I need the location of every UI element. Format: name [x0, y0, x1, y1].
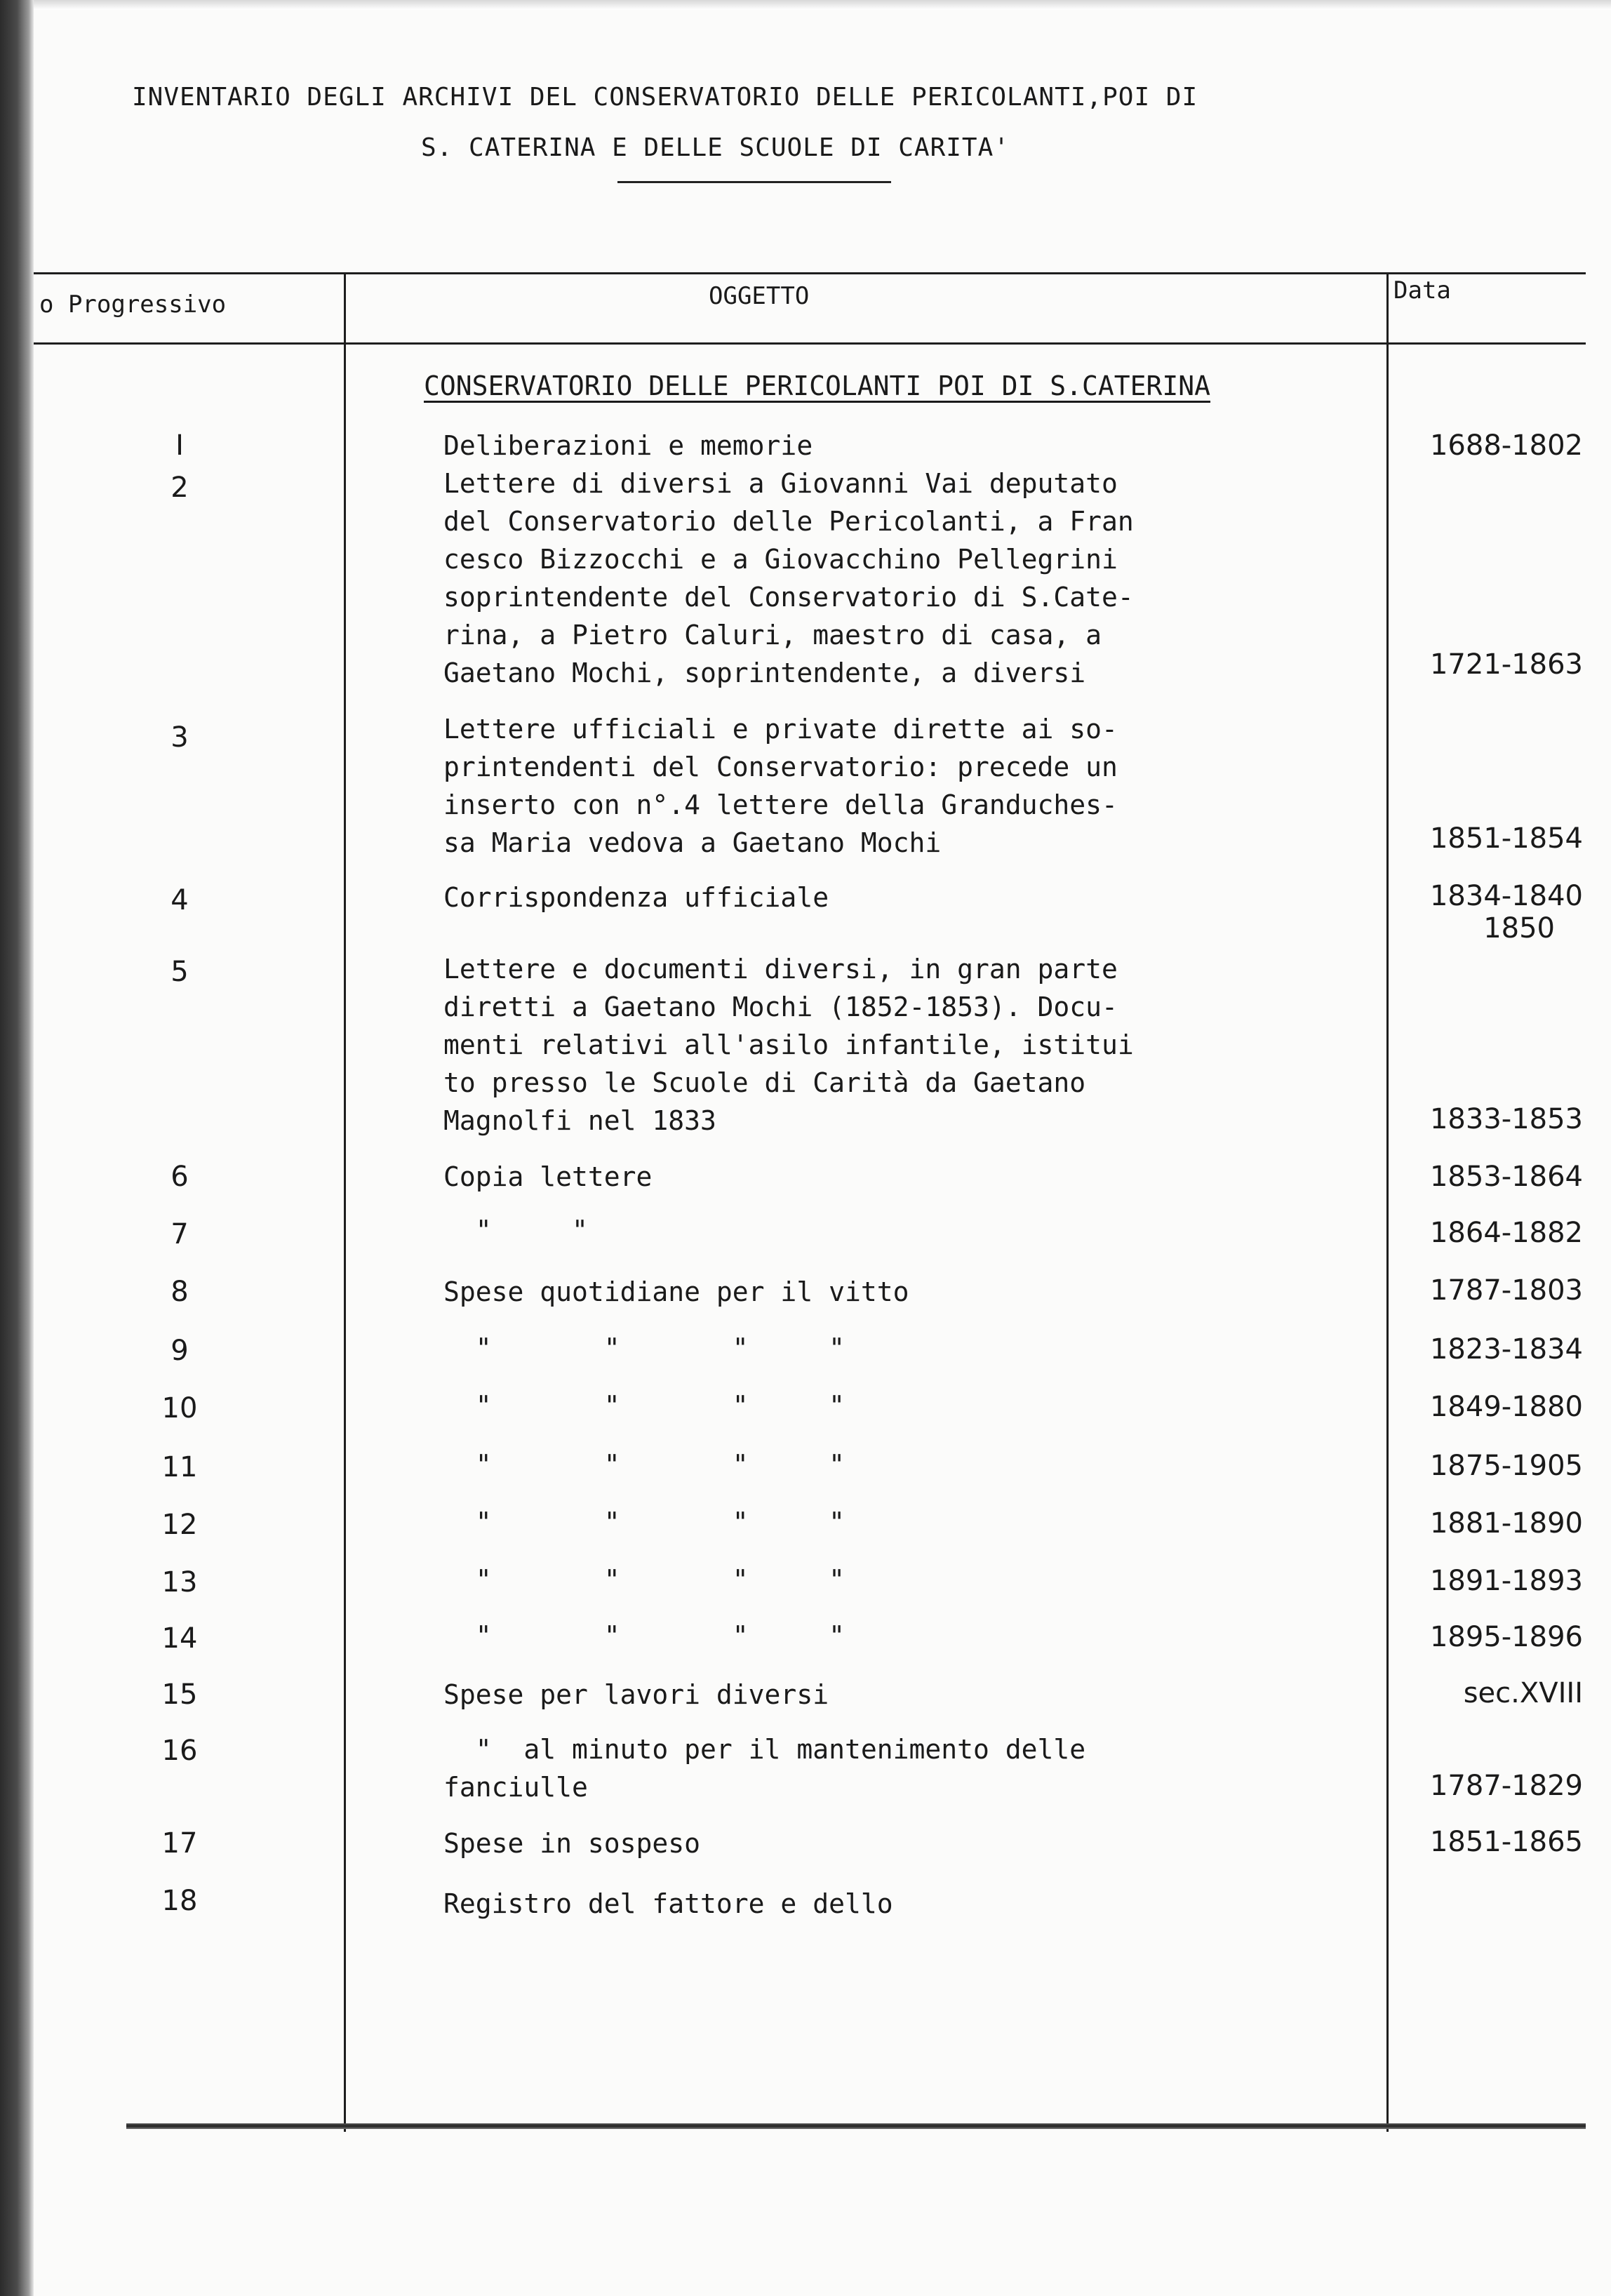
- row-description: " " " ": [443, 1620, 845, 1651]
- row-description: " " " ": [443, 1507, 845, 1537]
- row-date: 1787-1829: [1429, 1770, 1583, 1802]
- header-bottom-rule: [34, 342, 1586, 345]
- row-number: 16: [161, 1735, 198, 1767]
- row-date: 1851-1865: [1429, 1826, 1583, 1858]
- section-heading: CONSERVATORIO DELLE PERICOLANTI POI DI S.CATERINA: [424, 371, 1211, 401]
- scan-edge: [0, 0, 34, 2296]
- row-date: 1849-1880: [1429, 1391, 1583, 1423]
- row-number: 13: [161, 1566, 198, 1598]
- row-number: 9: [171, 1335, 189, 1367]
- row-date: 1823-1834: [1429, 1333, 1583, 1366]
- row-description: " " " ": [443, 1564, 845, 1595]
- row-number: 14: [161, 1622, 198, 1655]
- row-date: 1834-1840: [1429, 880, 1583, 912]
- row-description: Lettere e documenti diversi, in gran parte diretti a Gaetano Mochi (1852-1853). Docu- menti relativi all'asilo infantile, istitui to presso le Scuole di Carità da Gaetano Magnolfi nel 1833: [443, 954, 1134, 1136]
- row-date: 1833-1853: [1429, 1103, 1583, 1135]
- row-number: 17: [161, 1827, 198, 1860]
- row-description: " " " ": [443, 1449, 845, 1480]
- row-date: 1864-1882: [1429, 1217, 1583, 1249]
- row-date: 1787-1803: [1429, 1274, 1583, 1307]
- row-number: 10: [161, 1392, 198, 1424]
- row-date: 1875-1905: [1429, 1450, 1583, 1482]
- row-description: " " " ": [443, 1333, 845, 1363]
- row-number: 7: [171, 1218, 189, 1250]
- row-number: 11: [161, 1451, 198, 1483]
- row-number: 2: [171, 472, 189, 504]
- row-description: Deliberazioni e memorie: [443, 430, 813, 461]
- row-date: sec.XVIII: [1463, 1677, 1583, 1709]
- header-progressivo: o Progressivo: [39, 291, 227, 319]
- row-description: Corrispondenza ufficiale: [443, 882, 829, 913]
- row-number: 6: [171, 1161, 189, 1193]
- row-number: 18: [161, 1885, 198, 1917]
- row-date: 1851-1854: [1429, 822, 1583, 855]
- row-description: Spese quotidiane per il vitto: [443, 1276, 909, 1307]
- row-description: " ": [443, 1215, 588, 1246]
- row-description: Spese in sospeso: [443, 1828, 701, 1859]
- row-date: 1721-1863: [1429, 648, 1583, 681]
- document-subtitle: S. CATERINA E DELLE SCUOLE DI CARITA': [421, 133, 1010, 162]
- scan-top-edge: [34, 0, 1611, 10]
- row-description: Lettere di diversi a Giovanni Vai deputato del Conservatorio delle Pericolanti, a Fran cesco Bizzocchi e a Giovacchino Pellegrini soprintendente del Conservatorio di S.Cate- rina, a Pietro Caluri, maestro di casa, a Gaetano Mochi, soprintendente, a diversi: [443, 468, 1134, 688]
- title-underline: [617, 181, 891, 183]
- row-description: " al minuto per il mantenimento delle fanciulle: [443, 1734, 1086, 1803]
- row-date-extra: 1850: [1483, 912, 1555, 945]
- row-description: Lettere ufficiali e private dirette ai so- printendenti del Conservatorio: precede un inserto con n°.4 lettere della Granduches- sa Maria vedova a Gaetano Mochi: [443, 714, 1118, 858]
- row-number: 3: [171, 721, 189, 754]
- row-date: 1891-1893: [1429, 1565, 1583, 1597]
- row-date: 1853-1864: [1429, 1161, 1583, 1193]
- row-number: I: [175, 429, 184, 462]
- row-date: 1881-1890: [1429, 1507, 1583, 1540]
- row-number: 12: [161, 1509, 198, 1541]
- table-top-rule: [34, 272, 1586, 274]
- row-description: Registro del fattore e dello: [443, 1888, 893, 1919]
- row-number: 8: [171, 1276, 189, 1308]
- row-description: " " " ": [443, 1390, 845, 1421]
- row-description: Copia lettere: [443, 1161, 653, 1192]
- row-number: 15: [161, 1678, 198, 1711]
- row-date: 1895-1896: [1429, 1621, 1583, 1653]
- row-date: 1688-1802: [1429, 429, 1583, 462]
- row-number: 4: [171, 884, 189, 916]
- column-divider-left: [344, 272, 346, 2132]
- document-title: INVENTARIO DEGLI ARCHIVI DEL CONSERVATORIO DELLE PERICOLANTI,POI DI: [132, 83, 1198, 112]
- row-description: Spese per lavori diversi: [443, 1679, 829, 1710]
- table-bottom-rule: [126, 2123, 1586, 2129]
- header-data: Data: [1393, 276, 1451, 305]
- row-number: 5: [171, 956, 189, 988]
- header-oggetto: OGGETTO: [709, 282, 810, 310]
